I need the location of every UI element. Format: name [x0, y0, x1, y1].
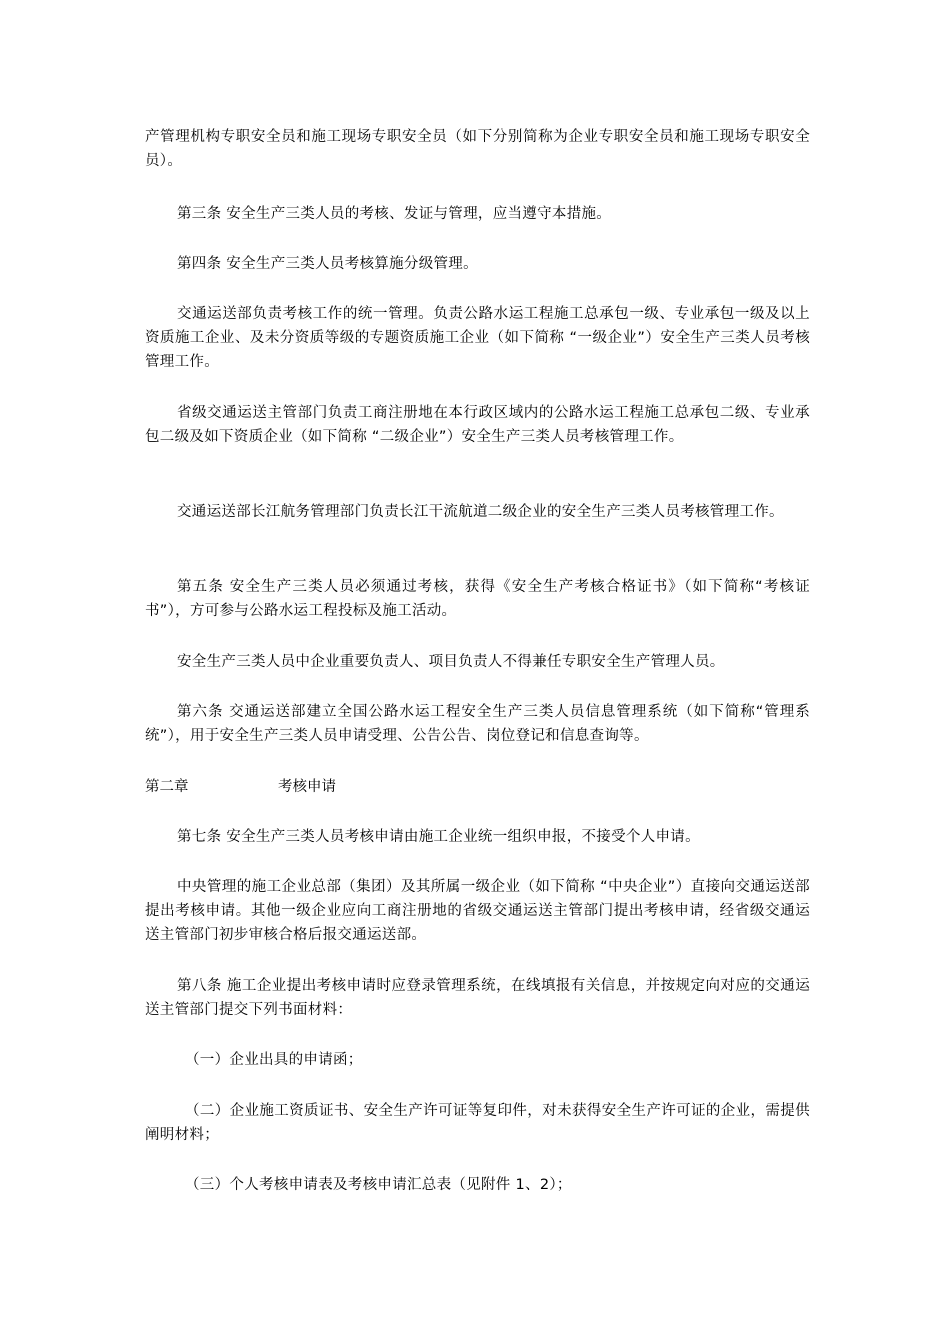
article-5: 第五条 安全生产三类人员必须通过考核，获得《安全生产考核合格证书》（如下简称“考核证书”），方可参与公路水运工程投标及施工活动。	[145, 579, 810, 619]
paragraph-continuation: 产管理机构专职安全员和施工现场专职安全员（如下分别简称为企业专职安全员和施工现场专职安全员）。	[145, 129, 810, 169]
list-item-3: （三）个人考核申请表及考核申请汇总表（见附件 1、2）；	[185, 1177, 572, 1193]
article-8: 第八条 施工企业提出考核申请时应登录管理系统，在线填报有关信息，并按规定向对应的交通运送主管部门提交下列书面材料：	[145, 978, 810, 1018]
paragraph-ministry-duty: 交通运送部负责考核工作的统一管理。负责公路水运工程施工总承包一级、专业承包一级及以上资质施工企业、及未分资质等级的专题资质施工企业（如下简称 “一级企业”）安全生产三类人员考核管理工作。	[145, 306, 810, 370]
article-3: 第三条 安全生产三类人员的考核、发证与管理，应当遵守本措施。	[177, 206, 612, 222]
chapter-number: 第二章	[145, 779, 189, 795]
paragraph-provincial-duty: 省级交通运送主管部门负责工商注册地在本行政区域内的公路水运工程施工总承包二级、专业承包二级及如下资质企业（如下简称 “二级企业”）安全生产三类人员考核管理工作。	[145, 405, 810, 445]
list-item-2: （二）企业施工资质证书、安全生产许可证等复印件，对未获得安全生产许可证的企业，需提供阐明材料；	[145, 1103, 810, 1143]
article-4: 第四条 安全生产三类人员考核算施分级管理。	[177, 256, 478, 272]
paragraph-central-enterprise: 中央管理的施工企业总部（集团）及其所属一级企业（如下简称 “中央企业”）直接向交通运送部提出考核申请。其他一级企业应向工商注册地的省级交通运送主管部门提出考核申请，经省级交通运送主管部门初步审核合格后报交通运送部。	[145, 879, 810, 943]
chapter-heading	[145, 775, 336, 799]
article-7: 第七条 安全生产三类人员考核申请由施工企业统一组织申报，不接受个人申请。	[177, 829, 700, 845]
chapter-title: 考核申请	[278, 779, 336, 795]
list-item-1: （一）企业出具的申请函；	[185, 1052, 363, 1068]
paragraph-no-concurrent: 安全生产三类人员中企业重要负责人、项目负责人不得兼任专职安全生产管理人员。	[177, 654, 725, 670]
paragraph-yangtze-duty: 交通运送部长江航务管理部门负责长江干流航道二级企业的安全生产三类人员考核管理工作。	[177, 504, 784, 520]
article-6: 第六条 交通运送部建立全国公路水运工程安全生产三类人员信息管理系统（如下简称“管理系统”），用于安全生产三类人员申请受理、公告公告、岗位登记和信息查询等。	[145, 704, 810, 744]
